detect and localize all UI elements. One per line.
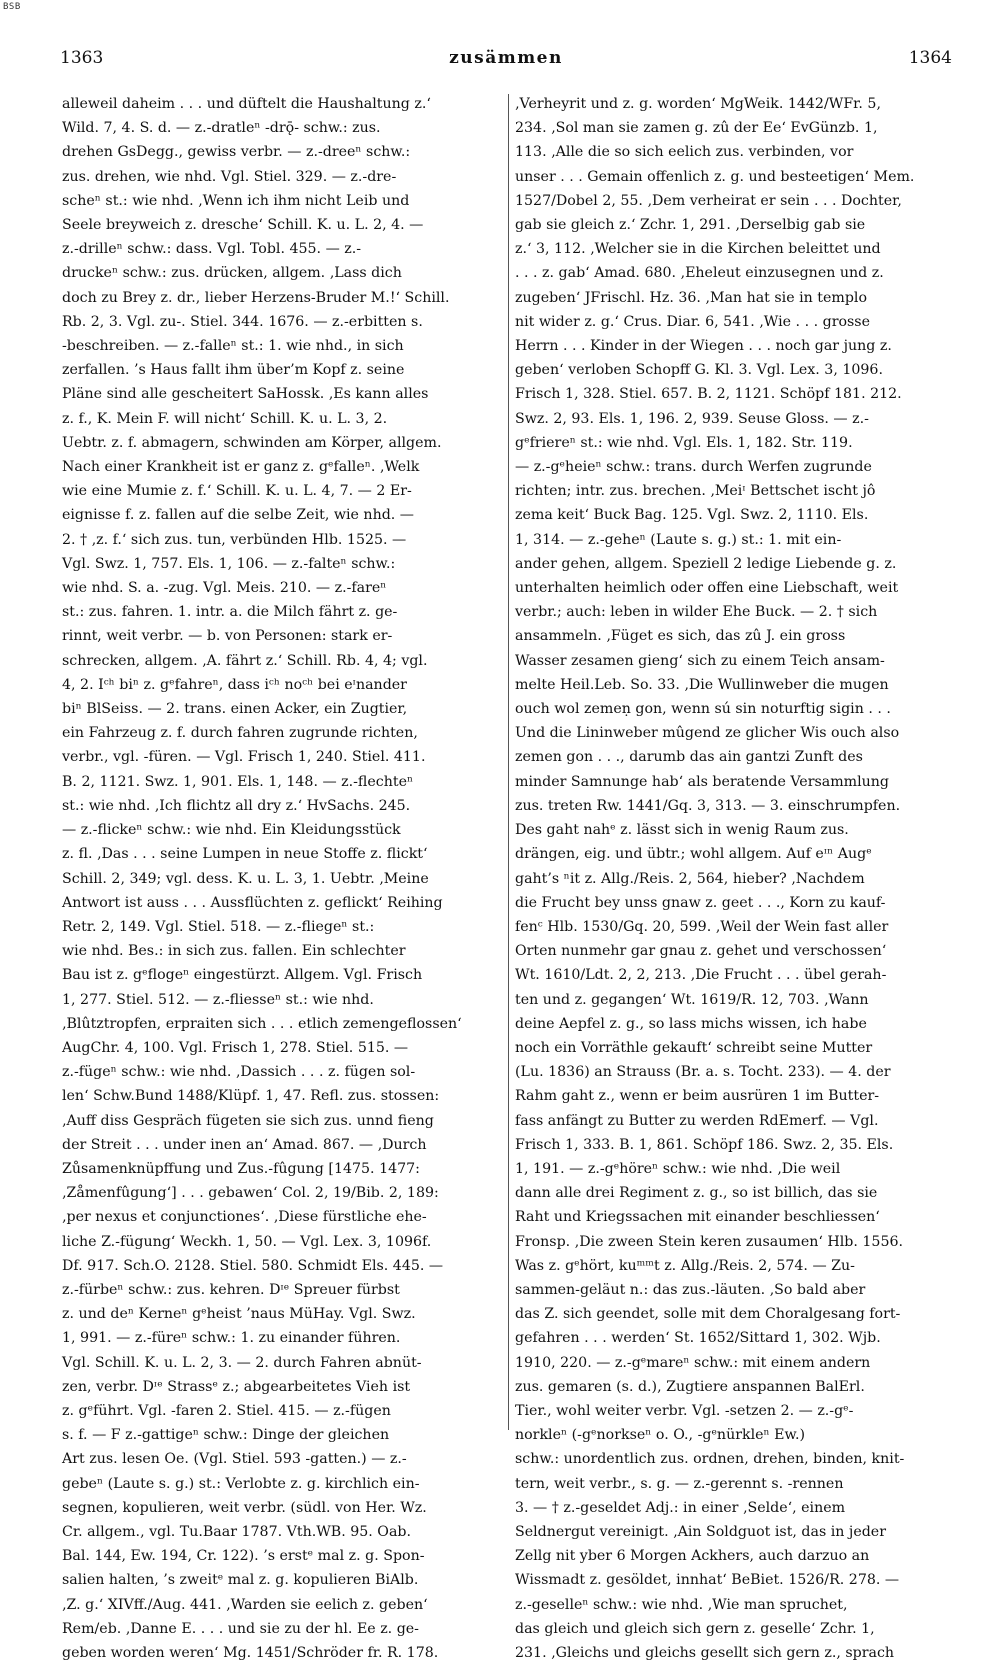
text-line: 113. ‚Alle die so sich eelich zus. verbinden, vor [515,144,854,161]
text-line: st.: zus. fahren. 1. intr. a. die Milch fährt z. ge- [62,604,398,621]
text-line: 1, 277. Stiel. 512. — z.-fliesseⁿ st.: wie nhd. [62,991,374,1008]
text-line: Und die Lininweber mûgend ze glicher Wis ouch also [515,725,900,742]
text-line: Uebtr. z. f. abmagern, schwinden am Körper, allgem. [62,434,442,451]
text-line: Frisch 1, 333. B. 1, 861. Schöpf 186. Swz. 2, 35. Els. [515,1136,894,1153]
page-number-right: 1364 [908,48,952,68]
text-line: z.-fügeⁿ schw.: wie nhd. ‚Dassich . . . z. fügen sol- [62,1064,416,1081]
text-line: Wissmadt z. gesöldet, innhat‘ BeBiet. 1526/R. 278. — [515,1572,900,1589]
text-line: Wild. 7, 4. S. d. — z.-dratleⁿ -drǭ- schw.: zus. [62,120,381,137]
text-line: Herrn . . . Kinder in der Wiegen . . . noch gar jung z. [515,338,892,355]
text-line: Tier., wohl weiter verbr. Vgl. -setzen 2. — z.-gᵉ- [515,1402,854,1419]
text-line: zugeben‘ JFrischl. Hz. 36. ‚Man hat sie in templo [515,289,868,306]
text-line: Vgl. Schill. K. u. L. 2, 3. — 2. durch Fahren abnüt- [62,1354,422,1371]
text-line: druckeⁿ schw.: zus. drücken, allgem. ‚Lass dich [62,265,402,282]
text-line: Wt. 1610/Ldt. 2, 2, 213. ‚Die Frucht . . . übel gerah- [515,967,887,984]
text-line: 231. ‚Gleichs und gleichs gesellt sich gern z., sprach [515,1645,895,1661]
text-line: zus. treten Rw. 1441/Gq. 3, 313. — 3. einschrumpfen. [515,797,901,814]
text-line: ein Fahrzeug z. f. durch fahren zugrunde richten, [62,725,418,742]
text-line: B. 2, 1121. Swz. 1, 901. Els. 1, 148. — z.-flechteⁿ [62,773,414,790]
text-line: dann alle drei Regiment z. g., so ist billich, das sie [515,1185,878,1202]
text-line: z. gᵉführt. Vgl. -faren 2. Stiel. 415. — z.-fügen [62,1402,391,1419]
text-line: Des gaht nahᵉ z. lässt sich in wenig Raum zus. [515,822,849,839]
text-line: Vgl. Swz. 1, 757. Els. 1, 106. — z.-falteⁿ schw.: [62,555,396,572]
text-line: Zellg nit yber 6 Morgen Ackhers, auch darzuo an [515,1548,870,1565]
text-line: Retr. 2, 149. Vgl. Stiel. 518. — z.-fliegeⁿ st.: [62,918,375,935]
text-line: Frisch 1, 328. Stiel. 657. B. 2, 1121. Schöpf 181. 212. [515,386,902,403]
text-line: Zůsamenknüpffung und Zus.-fûgung [1475. 1477: [62,1160,420,1177]
text-line: doch zu Brey z. dr., lieber Herzens-Bruder M.!‘ Schill. [62,289,450,306]
text-line: zus. gemaren (s. d.), Zugtiere anspannen BalErl. [515,1378,865,1395]
text-line: Rb. 2, 3. Vgl. zu-. Stiel. 344. 1676. — z.-erbitten s. [62,313,423,330]
text-line: ‚Auff diss Gespräch fügeten sie sich zus. unnd fieng [62,1112,434,1129]
text-line: 1, 314. — z.-geheⁿ (Laute s. g.) st.: 1. mit ein- [515,531,842,548]
text-line: 1527/Dobel 2, 55. ‚Dem verheirat er sein . . . Dochter, [515,192,902,209]
text-line: fenᶜ Hlb. 1530/Gq. 20, 599. ‚Weil der Wein fast aller [515,918,889,935]
text-line: Raht und Kriegssachen mit einander beschliessen‘ [515,1209,880,1226]
text-line: unterhalten heimlich oder offen eine Liebschaft, weit [515,580,899,597]
text-line: . . . z. gab‘ Amad. 680. ‚Eheleut einzusegnen und z. [515,265,884,282]
text-line: Bau ist z. gᵉflogeⁿ eingestürzt. Allgem. Vgl. Frisch [62,967,423,984]
text-line: 3. — † z.-geseldet Adj.: in einer ‚Selde‘, einem [515,1499,846,1516]
text-line: z.‘ 3, 112. ‚Welcher sie in die Kirchen beleittet und [515,241,881,258]
text-line: zen, verbr. Dᶦᵉ Strassᵉ z.; abgearbeitetes Vieh ist [62,1378,411,1395]
text-line: ‚Z. g.‘ XIVff./Aug. 441. ‚Warden sie eelich z. geben‘ [62,1596,428,1613]
text-line: sammen-geläut n.: das zus.-läuten. ‚So bald aber [515,1281,866,1298]
page-number-left: 1363 [60,48,104,68]
text-line: noch ein Vorräthle gekauft‘ schreibt seine Mutter [515,1039,873,1056]
text-line: 2. † ‚z. f.‘ sich zus. tun, verbünden Hlb. 1525. — [62,531,407,548]
text-line: z.-fürbeⁿ schw.: zus. kehren. Dᶦᵉ Spreuer fürbst [62,1281,400,1298]
text-line: wie eine Mumie z. f.‘ Schill. K. u. L. 4, 7. — 2 Er- [62,483,412,500]
text-line: gab sie gleich z.‘ Zchr. 1, 291. ‚Derselbig gab sie [515,217,866,234]
page-header [60,48,952,72]
text-line: Art zus. lesen Oe. (Vgl. Stiel. 593 -gatten.) — z.- [62,1451,407,1468]
column-divider [508,94,509,1430]
text-line: ander gehen, allgem. Speziell 2 ledige Liebende g. z. [515,555,897,572]
text-line: z.-drilleⁿ schw.: dass. Vgl. Tobl. 455. — z.- [62,241,362,258]
text-line: 1, 191. — z.-gᵉhöreⁿ schw.: wie nhd. ‚Die weil [515,1160,841,1177]
text-line: verbr.; auch: leben in wilder Ehe Buck. — 2. † sich [515,604,878,621]
text-line: geben‘ verloben Schopff G. Kl. 3. Vgl. Lex. 3, 1096. [515,362,883,379]
text-line: zema keit‘ Buck Bag. 125. Vgl. Swz. 2, 1110. Els. [515,507,869,524]
text-line: Rahm gaht z., wenn er beim ausrüren 1 im Butter- [515,1088,880,1105]
text-line: verbr., vgl. -füren. — Vgl. Frisch 1, 240. Stiel. 411. [62,749,426,766]
text-line: z. fl. ‚Das . . . seine Lumpen in neue Stoffe z. flickt‘ [62,846,428,863]
text-line: drehen GsDegg., gewiss verbr. — z.-dreeⁿ schw.: [62,144,411,161]
text-line: salien halten, ’s zweitᵉ mal z. g. kopulieren BiAlb. [62,1572,419,1589]
text-line: z.-geselleⁿ schw.: wie nhd. ‚Wie man spruchet, [515,1596,848,1613]
text-line: das gleich und gleich sich gern z. geselle‘ Zchr. 1, [515,1620,875,1637]
text-line: z. und deⁿ Kerneⁿ gᵉheist ’naus MüHay. Vgl. Swz. [62,1306,416,1323]
text-line: ten und z. gegangen‘ Wt. 1619/R. 12, 703. ‚Wann [515,991,869,1008]
text-line: Bal. 144, Ew. 194, Cr. 122). ’s erstᵉ mal z. g. Spon- [62,1548,425,1565]
text-line: Schill. 2, 349; vgl. dess. K. u. L. 3, 1. Uebtr. ‚Meine [62,870,429,887]
library-stamp: BSB [3,2,21,12]
text-line: rinnt, weit verbr. — b. von Personen: stark er- [62,628,393,645]
text-line: wie nhd. Bes.: in sich zus. fallen. Ein schlechter [62,943,406,960]
text-line: scheⁿ st.: wie nhd. ‚Wenn ich ihm nicht Leib und [62,192,410,209]
text-line: — z.-flickeⁿ schw.: wie nhd. Ein Kleidungsstück [62,822,401,839]
text-line: gaht’s ⁿit z. Allg./Reis. 2, 564, hieber? ‚Nachdem [515,870,865,887]
text-line: AugChr. 4, 100. Vgl. Frisch 1, 278. Stiel. 515. — [62,1039,409,1056]
text-line: eignisse f. z. fallen auf die selbe Zeit, wie nhd. — [62,507,414,524]
text-line: ouch wol zemeṇ gon, wenn sú sin noturftig sigin . . . [515,701,891,718]
text-line: Was z. gᵉhört, kuᵐᵐt z. Allg./Reis. 2, 574. — Zu- [515,1257,855,1274]
text-line: st.: wie nhd. ‚Ich flichtz all dry z.‘ HvSachs. 245. [62,797,411,814]
text-line: (Lu. 1836) an Strauss (Br. a. s. Tocht. 233). — 4. der [515,1064,891,1081]
text-line: norkleⁿ (-gᵉnorkseⁿ o. O., -gᵉnürkleⁿ Ew.) [515,1427,806,1444]
text-line: s. f. — F z.-gattigeⁿ schw.: Dinge der gleichen [62,1427,390,1444]
text-line: 1910, 220. — z.-gᵉmareⁿ schw.: mit einem andern [515,1354,871,1371]
text-line: die Frucht bey unss gnaw z. geet . . ., Korn zu kauf- [515,894,886,911]
text-line: Df. 917. Sch.O. 2128. Stiel. 580. Schmidt Els. 445. — [62,1257,444,1274]
text-line: zus. drehen, wie nhd. Vgl. Stiel. 329. — z.-dre- [62,168,397,185]
text-line: 4, 2. Iᶜʰ biⁿ z. gᵉfahreⁿ, dass iᶜʰ noᶜʰ bei eᶦnander [62,676,407,693]
text-line: ‚Zåmenfûgung‘] . . . gebawen‘ Col. 2, 19/Bib. 2, 189: [62,1185,439,1202]
text-line: z. f., K. Mein F. will nicht‘ Schill. K. u. L. 3, 2. [62,410,388,427]
text-line: Rem/eb. ‚Danne E. . . . und sie zu der hl. Ee z. ge- [62,1620,419,1637]
text-line: Swz. 2, 93. Els. 1, 196. 2, 939. Seuse Gloss. — z.- [515,410,869,427]
text-line: -beschreiben. — z.-falleⁿ st.: 1. wie nhd., in sich [62,338,404,355]
text-line: ‚Verheyrit und z. g. worden‘ MgWeik. 1442/WFr. 5, [515,96,881,112]
text-line: fass anfängt zu Butter zu werden RdEmerf. — Vgl. [515,1112,879,1129]
text-line: 234. ‚Sol man sie zamen g. zû der Ee‘ EvGünzb. 1, [515,120,878,137]
text-line: Fronsp. ‚Die zween Stein keren zusaumen‘ Hlb. 1556. [515,1233,904,1250]
text-line: gᵉfriereⁿ st.: wie nhd. Vgl. Els. 1, 182. Str. 119. [515,434,853,451]
text-line: alleweil daheim . . . und düftelt die Haushaltung z.‘ [62,96,431,112]
text-line: das Z. sich geendet, solle mit dem Choralgesang fort- [515,1306,901,1323]
text-line: schw.: unordentlich zus. ordnen, drehen, binden, knit- [515,1451,905,1468]
left-column [62,92,502,1661]
text-line: len‘ Schw.Bund 1488/Klüpf. 1, 47. Refl. zus. stossen: [62,1088,440,1105]
text-line: ‚Blûtztropfen, erpraiten sich . . . etlich zemengeflossen‘ [62,1015,462,1032]
text-line: melte Heil.Leb. So. 33. ‚Die Wullinweber die mugen [515,676,889,693]
text-line: deine Aepfel z. g., so lass michs wissen, ich habe [515,1015,867,1032]
text-line: schrecken, allgem. ‚A. fährt z.‘ Schill. Rb. 4, 4; vgl. [62,652,428,669]
text-line: gebeⁿ (Laute s. g.) st.: Verlobte z. g. kirchlich ein- [62,1475,420,1492]
text-line: ‚per nexus et conjunctiones‘. ‚Diese fürstliche ehe- [62,1209,427,1226]
text-line: richten; intr. zus. brechen. ‚Meiᶦ Bettschet ischt jô [515,483,876,500]
text-line: Seldnergut vereinigt. ‚Ain Soldguot ist, das in jeder [515,1523,886,1540]
text-line: Seele breyweich z. dresche‘ Schill. K. u. L. 2, 4. — [62,217,424,234]
text-line: gefahren . . . werden‘ St. 1652/Sittard 1, 302. Wjb. [515,1330,881,1347]
text-line: Antwort ist auss . . . Aussflüchten z. geflickt‘ Reihing [62,894,443,911]
text-line: Cr. allgem., vgl. Tu.Baar 1787. Vth.WB. 95. Oab. [62,1523,411,1540]
text-line: biⁿ BlSeiss. — 2. trans. einen Acker, ein Zugtier, [62,701,408,718]
text-line: geben worden weren‘ Mg. 1451/Schröder fr. R. 178. [62,1645,439,1661]
text-line: wie nhd. S. a. -zug. Vgl. Meis. 210. — z.-fareⁿ [62,580,387,597]
text-line: minder Samnunge hab‘ als beratende Versammlung [515,773,890,790]
text-line: unser . . . Gemain offenlich z. g. und besteetigen‘ Mem. [515,168,915,185]
text-line: drängen, eig. und übtr.; wohl allgem. Auf eᶦⁿ Augᵉ [515,846,872,863]
text-line: 1, 991. — z.-füreⁿ schw.: 1. zu einander führen. [62,1330,401,1347]
text-line: Pläne sind alle gescheitert SaHossk. ‚Es kann alles [62,386,429,403]
text-line: segnen, kopulieren, weit verbr. (südl. von Her. Wz. [62,1499,427,1516]
text-line: ansammeln. ‚Füget es sich, das zû J. ein gross [515,628,846,645]
right-column [515,92,955,1661]
text-line: nit wider z. g.‘ Crus. Diar. 6, 541. ‚Wie . . . grosse [515,313,870,330]
running-head: zusämmen [449,48,563,68]
text-line: Wasser zesamen gieng‘ sich zu einem Teich ansam- [515,652,885,669]
text-line: — z.-gᵉheieⁿ schw.: trans. durch Werfen zugrunde [515,459,872,476]
text-line: Nach einer Krankheit ist er ganz z. gᵉfalleⁿ. ‚Welk [62,459,420,476]
text-line: liche Z.-fügung‘ Weckh. 1, 50. — Vgl. Lex. 3, 1096f. [62,1233,432,1250]
text-line: tern, weit verbr., s. g. — z.-gerennt s. -rennen [515,1475,844,1492]
text-line: zemen gon . . ., darumb das ain gantzi Zunft des [515,749,863,766]
text-line: Orten nunmehr gar gnau z. gehet und verschossen‘ [515,943,887,960]
text-line: der Streit . . . under inen an‘ Amad. 867. — ‚Durch [62,1136,427,1153]
text-line: zerfallen. ’s Haus fallt ihm über’m Kopf z. seine [62,362,405,379]
